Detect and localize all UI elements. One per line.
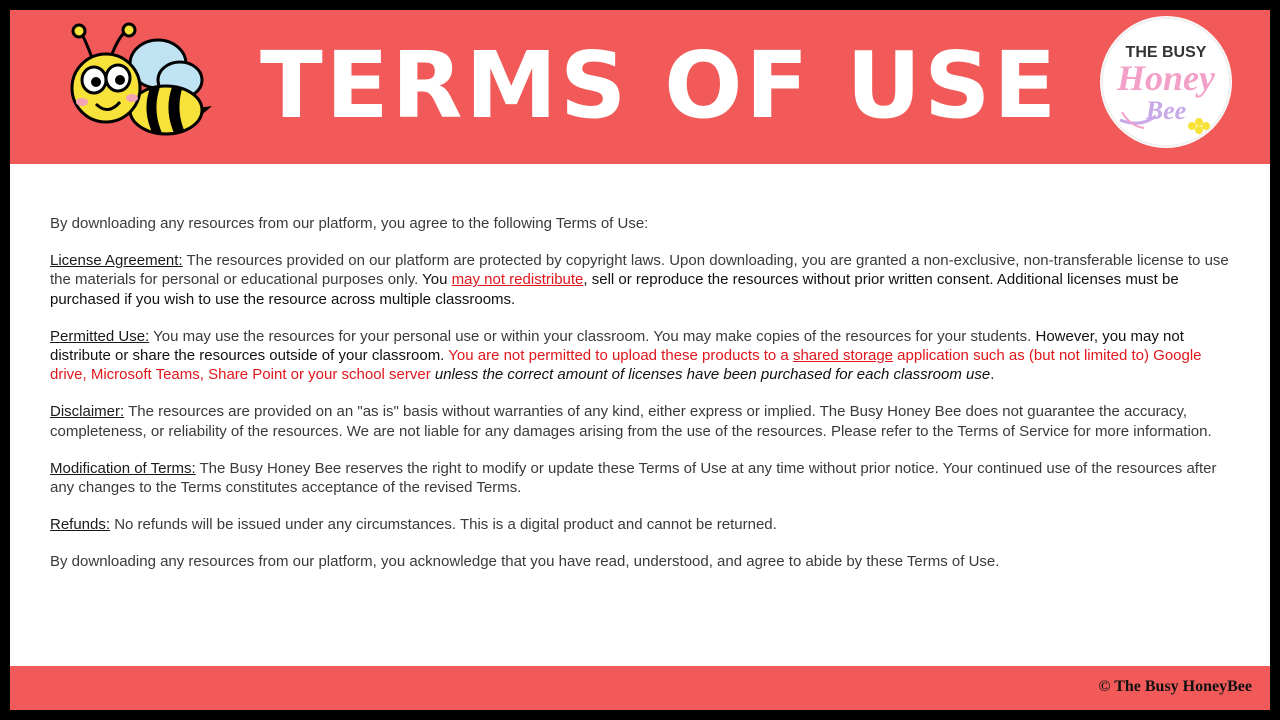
disclaimer-section [50, 402, 1230, 440]
may-not-redistribute-link[interactable]: may not redistribute [451, 271, 584, 289]
refunds-text: No refunds will be issued under any circumstances. This is a digital product and cannot be returned. [110, 516, 777, 534]
refunds-section [50, 515, 1230, 534]
permitted-storage-examples: application such as (but not limited to) Google drive, Microsoft Teams, Share Point or your school server [50, 347, 1202, 384]
page-frame [10, 10, 1270, 710]
license-agreement-label: License Agreement: [50, 252, 183, 270]
refunds-label: Refunds: [50, 516, 111, 534]
shared-storage-link[interactable]: shared storage [792, 347, 894, 365]
permitted-however-text: However, you may not distribute or share the resources outside of your classroom. [50, 327, 1184, 365]
logo-line-the-busy: THE BUSY [1125, 44, 1207, 61]
footer-banner [10, 666, 1270, 710]
modification-label: Modification of Terms: [50, 459, 196, 477]
license-you-text: You [422, 271, 452, 289]
terms-body [50, 214, 1230, 590]
license-consent-text: , sell or reproduce the resources without prior written consent. Additional licenses must be purchased if you wish to use the resource across multiple classrooms. [50, 271, 1179, 308]
header-banner [10, 10, 1270, 164]
disclaimer-label: Disclaimer: [50, 403, 125, 421]
closing-paragraph: By downloading any resources from our platform, you acknowledge that you have read, understood, and agree to abide by these Terms of Use. [50, 553, 1000, 571]
busy-honey-bee-logo [1100, 16, 1232, 148]
permitted-use-text: You may use the resources for your personal use or within your classroom. You may make copies of the resources for your students. [149, 327, 1036, 345]
bee-mascot-icon [58, 22, 218, 142]
permitted-period: . [990, 366, 995, 384]
logo-line-bee: Bee [1145, 96, 1187, 125]
modification-text: The Busy Honey Bee reserves the right to modify or update these Terms of Use at any time without prior notice. Your continued use of the resources after any changes to the Terms constitutes acceptance of the revised Terms. [50, 459, 1217, 497]
permitted-license-note: unless the correct amount of licenses have been purchased for each classroom use [434, 366, 991, 384]
permitted-upload-warning: You are not permitted to upload these products to a [448, 347, 793, 365]
intro-paragraph: By downloading any resources from our platform, you agree to the following Terms of Use: [50, 215, 649, 232]
disclaimer-text: The resources are provided on an "as is" basis without warranties of any kind, either express or implied. The Busy Honey Bee does not guarantee the accuracy, completeness, or reliability of the resources. We are not liable for any damages arising from the use of the resources. Please refer to the Terms of Service for more information. [50, 403, 1212, 440]
permitted-use-section [50, 327, 1230, 385]
license-agreement-text: The resources provided on our platform are protected by copyright laws. Upon downloading, you are granted a non-exclusive, non-transferable license to use the materials for personal or educational purposes only. [50, 252, 1229, 289]
page-title: TERMS OF USE [260, 32, 1060, 139]
modification-section [50, 459, 1230, 497]
logo-line-honey: Honey [1117, 58, 1215, 98]
copyright-notice: © The Busy HoneyBee [1098, 678, 1252, 695]
license-agreement-section [50, 251, 1230, 309]
permitted-use-label: Permitted Use: [50, 327, 150, 345]
